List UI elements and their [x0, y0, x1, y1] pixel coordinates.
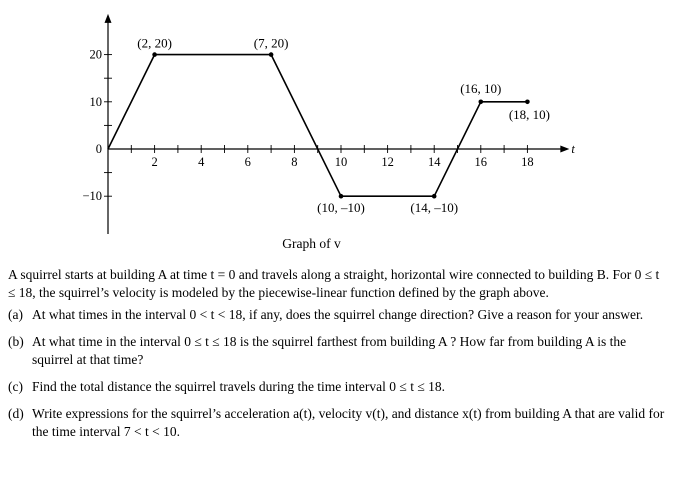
x-tick-label: 10 — [334, 155, 348, 169]
part-a — [8, 306, 668, 324]
data-point — [432, 194, 437, 199]
part-b-text: At what time in the interval 0 ≤ t ≤ 18 is the squirrel farthest from building A ? How far from building A is the squirrel at that time? — [32, 334, 627, 367]
velocity-line — [108, 55, 527, 197]
chart-title: Graph of v — [282, 236, 341, 251]
x-axis-arrow — [560, 146, 569, 153]
chart-caption — [0, 236, 675, 252]
problem-text — [8, 266, 668, 450]
data-point — [269, 52, 274, 57]
part-d-label: (d) — [8, 406, 24, 421]
part-c-label: (c) — [8, 379, 23, 394]
part-d — [8, 405, 668, 441]
part-d-text: Write expressions for the squirrel’s acceleration a(t), velocity v(t), and distance x(t) from building A that are valid for the time interval 7 < t < 10. — [32, 406, 665, 439]
y-tick-label: 20 — [89, 47, 102, 62]
point-labels — [137, 36, 550, 216]
x-tick-label: 14 — [427, 155, 441, 169]
part-b — [8, 333, 668, 369]
part-c-text: Find the total distance the squirrel travels during the time interval 0 ≤ t ≤ 18. — [32, 379, 445, 394]
x-tick-label: 8 — [291, 155, 298, 169]
point-label: (7, 20) — [253, 35, 289, 51]
point-label: (18, 10) — [508, 106, 550, 122]
y-tick-label: −10 — [82, 189, 102, 204]
data-point — [339, 194, 344, 199]
part-a-text: At what times in the interval 0 < t < 18, if any, does the squirrel change direction? Give a reason for your answer. — [32, 307, 644, 322]
x-tick-label: 4 — [198, 155, 205, 169]
y-tick-label: 10 — [89, 94, 102, 109]
data-point — [525, 100, 530, 105]
ticks — [82, 48, 533, 204]
part-a-label: (a) — [8, 307, 23, 322]
point-label: (16, 10) — [460, 80, 502, 96]
problem-intro: A squirrel starts at building A at time t = 0 and travels along a straight, horizontal wire connected to building B. For 0 ≤ t ≤ 18, the squirrel’s velocity is modeled by the piecewise-linear function defined by the graph above. — [8, 267, 660, 300]
part-b-label: (b) — [8, 334, 24, 349]
x-tick-label: 2 — [151, 155, 158, 169]
x-tick-label: 12 — [381, 155, 394, 169]
part-c — [8, 378, 668, 396]
point-label: (14, –10) — [410, 200, 459, 216]
x-axis-label: t — [571, 142, 575, 156]
x-tick-label: 6 — [244, 155, 251, 169]
y-tick-label: 0 — [95, 142, 102, 156]
point-label: (10, –10) — [317, 200, 365, 216]
x-tick-label: 16 — [474, 155, 488, 169]
velocity-series — [108, 52, 530, 198]
y-axis-arrow — [105, 14, 112, 23]
data-point — [479, 100, 484, 105]
point-label: (2, 20) — [137, 35, 172, 51]
x-tick-label: 18 — [521, 155, 534, 169]
data-point — [152, 52, 157, 57]
